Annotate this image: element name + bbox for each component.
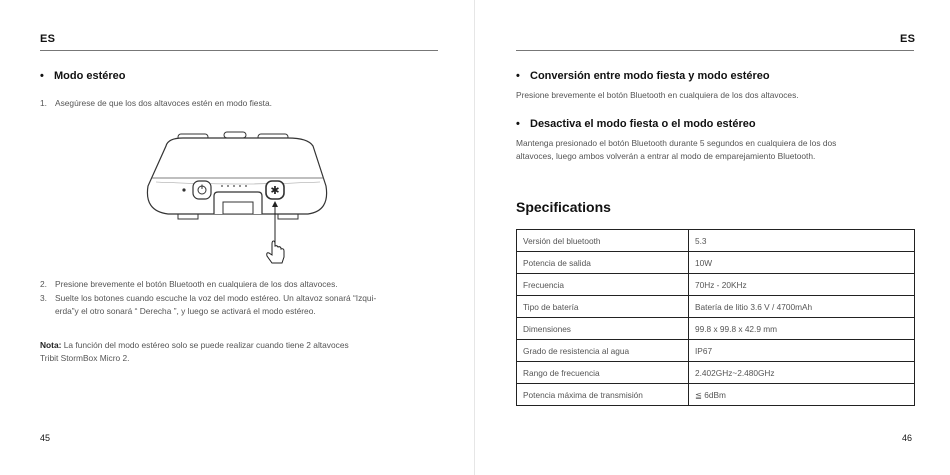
power-button-outline: [224, 132, 246, 138]
foot-left: [178, 214, 198, 219]
speaker-illustration: [138, 126, 338, 266]
section-heading: [40, 70, 126, 82]
table-row: Versión del bluetooth 5.3: [517, 230, 915, 252]
right-page: [476, 0, 950, 475]
page-number: 46: [902, 433, 913, 443]
note-label: Nota:: [40, 340, 62, 350]
header-rule: [40, 50, 438, 51]
bluetooth-icon: ✱: [270, 184, 280, 197]
conversion-text: Presione brevemente el botón Bluetooth en cualquiera de los dos altavoces.: [516, 90, 799, 100]
page-gutter: [474, 0, 475, 475]
section-heading-conversion: • Conversión entre modo fiesta y modo estéreo: [516, 70, 770, 82]
table-row: Rango de frecuencia 2.402GHz~2.480GHz: [517, 362, 915, 384]
deactivate-text: Mantenga presionado el botón Bluetooth durante 5 segundos en cualquiera de los dos altavoces, luego ambos volverán a entrar al modo de emparejamiento Bluetooth.: [516, 138, 837, 161]
language-code: ES: [40, 33, 56, 45]
language-code: ES: [900, 33, 916, 45]
page-number: 45: [40, 433, 51, 443]
table-row: Potencia de salida 10W: [517, 252, 915, 274]
heading-text: Modo estéreo: [54, 70, 126, 82]
foot-right: [278, 214, 298, 219]
led-dot: [182, 188, 185, 191]
table-row: Grado de resistencia al agua IP67: [517, 340, 915, 362]
step-2: 2. Presione brevemente el botón Bluetooth en cualquiera de los dos altavoces.: [40, 279, 338, 289]
note: Nota: La función del modo estéreo solo se puede realizar cuando tiene 2 altavoces Tribit StormBox Micro 2.: [40, 340, 349, 363]
specifications-table: [516, 229, 915, 406]
bullet-icon: •: [516, 70, 520, 82]
header-rule: [516, 50, 914, 51]
bullet-icon: •: [40, 70, 44, 82]
power-front-button: [193, 181, 211, 199]
step-3: 3. Suelte los botones cuando escuche la voz del modo estéreo. Un altavoz sonará “Izqui- erda”y el otro sonará “ Derecha ”, y luego se activará el modo estéreo.: [40, 293, 377, 316]
section-heading-deactivate: • Desactiva el modo fiesta o el modo estéreo: [516, 118, 756, 130]
left-page: [0, 0, 474, 475]
pointing-hand-icon: [267, 241, 284, 263]
specifications-title: Specifications: [516, 199, 611, 215]
table-row: Tipo de batería Batería de litio 3.6 V / 4700mAh: [517, 296, 915, 318]
table-row: Potencia máxima de transmisión ≦ 6dBm: [517, 384, 915, 406]
bullet-icon: •: [516, 118, 520, 130]
table-row: Frecuencia 70Hz - 20KHz: [517, 274, 915, 296]
table-row: Dimensiones 99.8 x 99.8 x 42.9 mm: [517, 318, 915, 340]
step-1: 1. Asegúrese de que los dos altavoces estén en modo fiesta.: [40, 98, 272, 108]
